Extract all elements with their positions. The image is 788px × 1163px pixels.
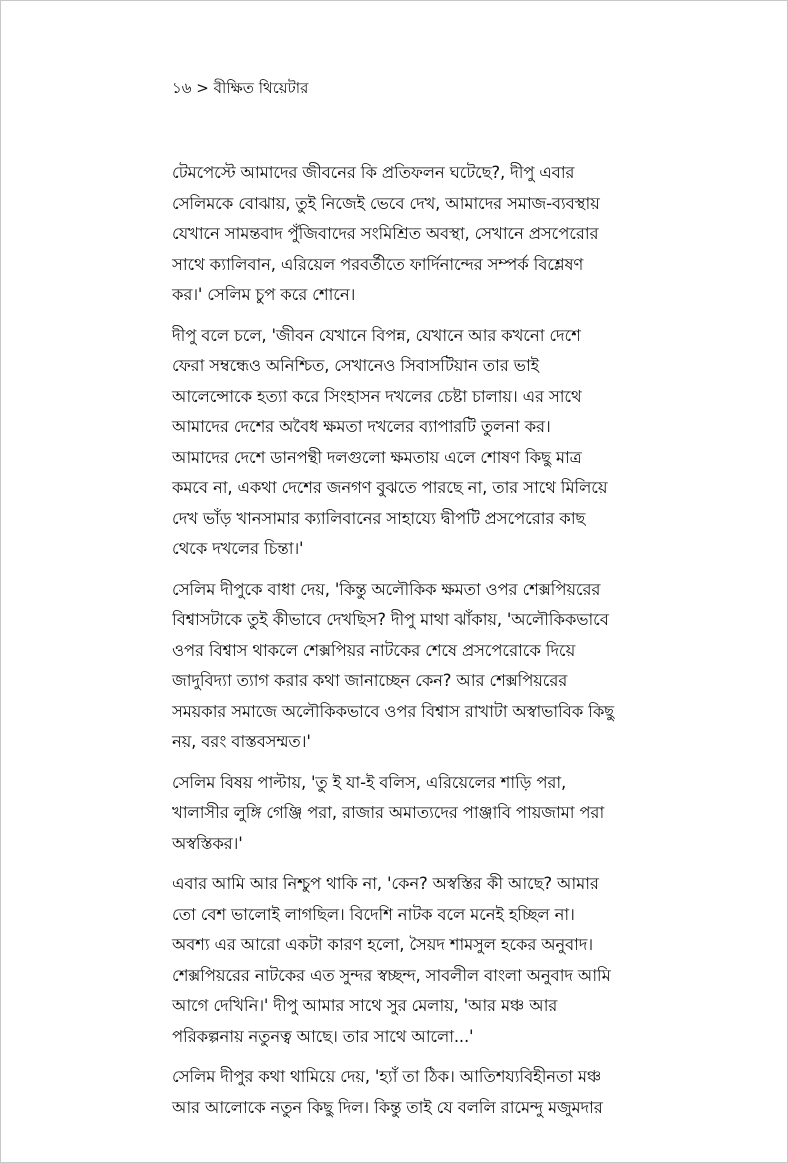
text-line: কমবে না, একথা দেশের জনগণ বুঝতে পারছে না, তার সাথে মিলিয়ে	[172, 478, 608, 497]
text-line: সেলিম বিষয় পাল্টায়, 'তু ই যা-ই বলিস, এরিয়েলের শাড়ি পরা,	[172, 772, 567, 792]
text-line: অস্বস্তিকর।'	[172, 833, 243, 853]
text-line: তো বেশ ভালোই লাগছিল। বিদেশি নাটক বলে মনেই হচ্ছিল না।	[172, 904, 575, 924]
paragraph	[172, 768, 692, 860]
text-line: দেখ ভাঁড় খানসামার ক্যালিবানের সাহায্যে দ্বীপটি প্রসপেরোর কাছ	[172, 508, 586, 528]
text-line: অবশ্য এর আরো একটা কারণ হলো, সৈয়দ শামসুল হকের অনুবাদ।	[172, 935, 593, 954]
text-line: বিশ্বাসটাকে তুই কীভাবে দেখছিস? দীপু মাথা ঝাঁকায়, 'অলৌকিকভাবে	[172, 610, 609, 629]
text-line: সময়কার সমাজে অলৌকিকভাবে ওপর বিশ্বাস রাখাটা অস্বাভাবিক কিছু	[172, 701, 614, 721]
text-line: ফেরা সম্বন্ধেও অনিশ্চিত, সেখানেও সিবাসটিয়ান তার ভাই	[172, 356, 539, 375]
text-line: পরিকল্পনায় নতুনত্ব আছে। তার সাথে আলো...'	[172, 1026, 474, 1046]
text-line: সেলিম দীপুর কথা থামিয়ে দেয়, 'হ্যাঁ তা ঠিক। আতিশয্যবিহীনতা মঞ্চ	[172, 1067, 602, 1086]
text-line: কর।' সেলিম চুপ করে শোনে।	[172, 285, 356, 304]
text-line: নয়, বরং বাস্তবসম্মত।'	[172, 732, 311, 751]
text-line: দীপু বলে চলে, 'জীবন যেখানে বিপন্ন, যেখানে আর কখনো দেশে	[172, 325, 581, 345]
text-line: আলেন্সোকে হত্যা করে সিংহাসন দখলের চেষ্টা চালায়। এর সাথে	[172, 386, 582, 406]
text-line: আমাদের দেশের অবৈধ ক্ষমতা দখলের ব্যাপারটি তুলনা কর।	[172, 417, 551, 436]
text-line: যেখানে সামন্তবাদ পুঁজিবাদের সংমিশ্রিত অবস্থা, সেখানে প্রসপেরোর	[172, 224, 599, 243]
paragraph	[172, 158, 692, 311]
text-line: শেক্সপিয়রের নাটকের এত সুন্দর স্বচ্ছন্দ, সাবলীল বাংলা অনুবাদ আমি	[172, 965, 611, 985]
body-text	[172, 158, 692, 1133]
paragraph	[172, 321, 692, 565]
text-line: আমাদের দেশে ডানপন্থী দলগুলো ক্ষমতায় এলে শোষণ কিছু মাত্র	[172, 447, 582, 467]
book-title: বীক্ষিত থিয়েটার	[213, 79, 309, 97]
header-separator: >	[196, 79, 209, 97]
running-header	[172, 78, 308, 98]
text-line: থেকে দখলের চিন্তা।'	[172, 539, 304, 558]
page-number: ১৬	[172, 79, 192, 97]
text-line: জাদুবিদ্যা ত্যাগ করার কথা জানাচ্ছেন কেন? আর শেক্সপিয়রের	[172, 671, 568, 690]
text-line: এবার আমি আর নিশ্চুপ থাকি না, 'কেন? অস্বস্তির কী আছে? আমার	[172, 874, 599, 893]
text-line: সাথে ক্যালিবান, এরিয়েল পরবর্তীতে ফার্দিনান্দের সম্পর্ক বিশ্লেষণ	[172, 254, 584, 274]
text-line: টেমপেস্টে আমাদের জীবনের কি প্রতিফলন ঘটেছে?, দীপু এবার	[172, 163, 575, 182]
text-line: আর আলোকে নতুন কিছু দিল। কিন্তু তাই যে বললি রামেন্দু মজুমদার	[172, 1097, 603, 1117]
text-line: সেলিম দীপুকে বাধা দেয়, 'কিন্তু অলৌকিক ক্ষমতা ওপর শেক্সপিয়রের	[172, 579, 601, 599]
paragraph	[172, 869, 692, 1052]
text-line: আগে দেখিনি।' দীপু আমার সাথে সুর মেলায়, 'আর মঞ্চ আর	[172, 996, 558, 1015]
text-line: খালাসীর লুঙ্গি গেঞ্জি পরা, রাজার অমাত্যদের পাঞ্জাবি পায়জামা পরা	[172, 803, 605, 822]
text-line: সেলিমকে বোঝায়, তুই নিজেই ভেবে দেখ, আমাদের সমাজ-ব্যবস্থায়	[172, 193, 600, 213]
text-line: ওপর বিশ্বাস থাকলে শেক্সপিয়র নাটকের শেষে প্রসপেরোকে দিয়ে	[172, 640, 576, 660]
paragraph	[172, 575, 692, 758]
paragraph	[172, 1062, 692, 1123]
